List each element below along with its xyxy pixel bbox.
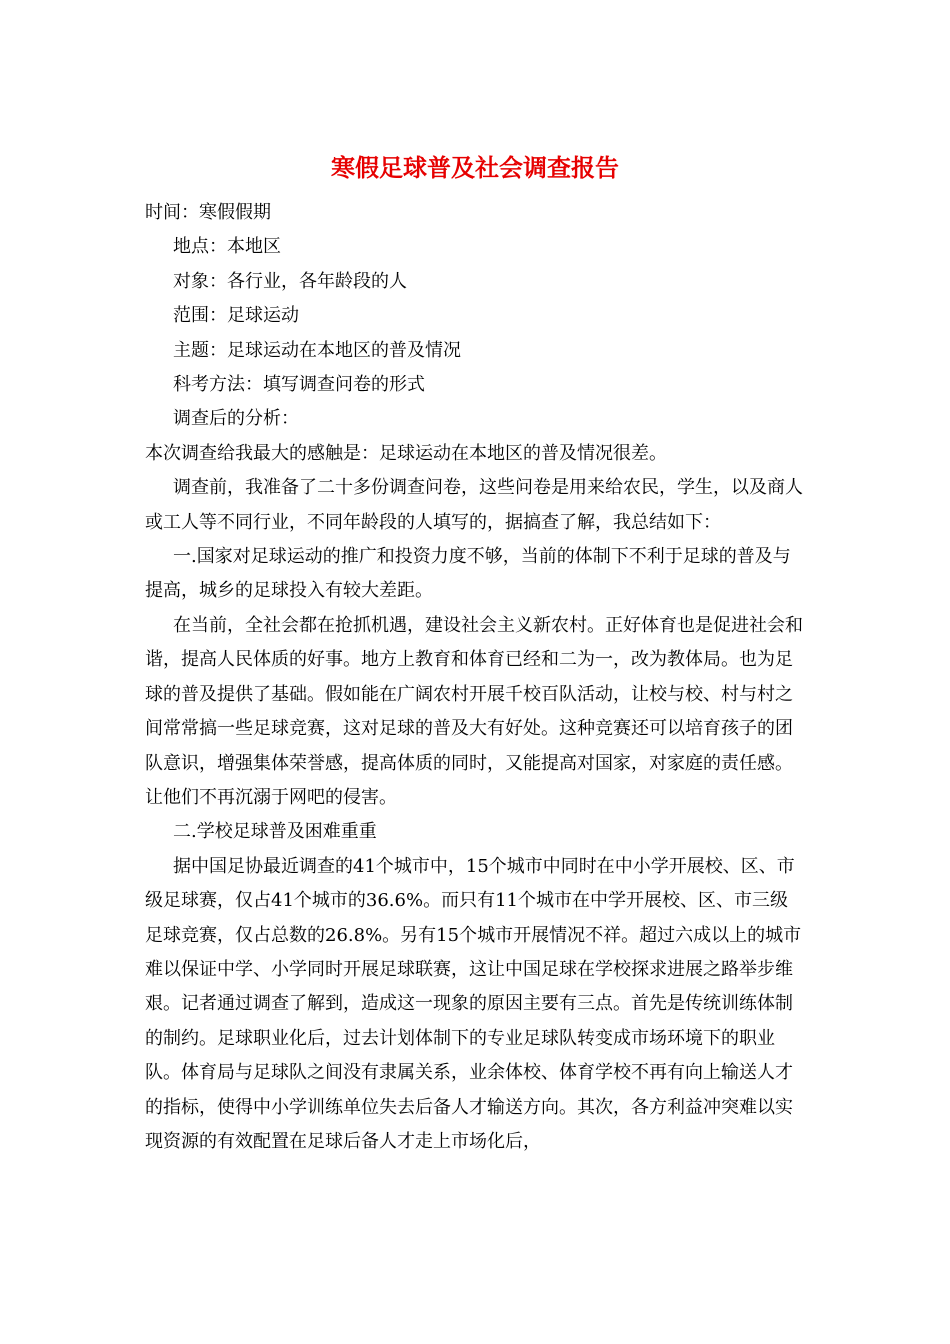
document-title: 寒假足球普及社会调查报告: [331, 153, 619, 182]
paragraph-preparation: 调查前，我准备了二十多份调查问卷，这些问卷是用来给农民，学生，以及商人或工人等不同行业，不同年龄段的人填写的，据搞查了解，我总结如下：: [145, 477, 803, 533]
paragraph-point-one: 一.国家对足球运动的推广和投资力度不够，当前的体制下不利于足球的普及与提高，城乡的足球投入有较大差距。: [145, 546, 791, 602]
meta-analysis: 调查后的分析：: [173, 408, 299, 430]
meta-method: 科考方法：填写调查问卷的形式: [173, 374, 425, 396]
meta-object: 对象：各行业，各年龄段的人: [173, 270, 407, 292]
meta-time: 时间：寒假假期: [145, 202, 271, 223]
paragraph-point-two: 二.学校足球普及困难重重: [173, 821, 377, 843]
document-body: [145, 196, 805, 1159]
meta-scope: 范围：足球运动: [173, 305, 299, 327]
paragraph-survey-data: 据中国足协最近调查的41个城市中，15个城市中同时在中小学开展校、区、市级足球赛，仅占41个城市的36.6%。而只有11个城市在中学开展校、区、市三级足球竞赛，仅占总数的26.8%。另有15个城市开展情况不祥。超过六成以上的城市难以保证中学、小学同时开展足球联赛，这让中国足球在学校探求进展之路举步维艰。记者通过调查了解到，造成这一现象的原因主要有三点。首先是传统训练体制的制约。足球职业化后，过去计划体制下的专业足球队转变成市场环境下的职业队。体育局与足球队之间没有隶属关系，业余体校、体育学校不再有向上输送人才的指标，使得中小学训练单位失去后备人才输送方向。其次，各方利益冲突难以实现资源的有效配置在足球后备人才走上市场化后，: [145, 855, 802, 1152]
meta-theme: 主题：足球运动在本地区的普及情况: [173, 339, 461, 361]
meta-place: 地点：本地区: [173, 236, 281, 258]
paragraph-new-countryside: 在当前，全社会都在抢抓机遇，建设社会主义新农村。正好体育也是促进社会和谐，提高人民体质的好事。地方上教育和体育已经和二为一，改为教体局。也为足球的普及提供了基础。假如能在广阔农村开展千校百队活动，让校与校、村与村之间常常搞一些足球竞赛，这对足球的普及大有好处。这种竞赛还可以培育孩子的团队意识，增强集体荣誉感，提高体质的同时，又能提高对国家，对家庭的责任感。让他们不再沉溺于网吧的侵害。: [145, 614, 803, 808]
paragraph-summary: 本次调查给我最大的感触是：足球运动在本地区的普及情况很差。: [145, 442, 667, 464]
